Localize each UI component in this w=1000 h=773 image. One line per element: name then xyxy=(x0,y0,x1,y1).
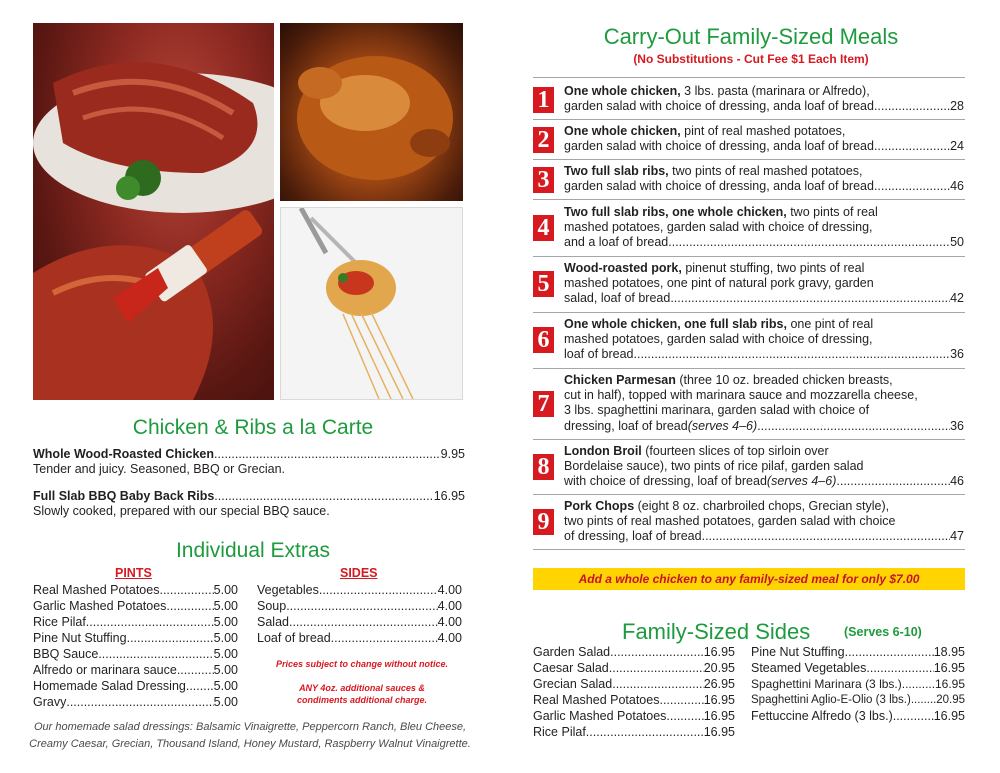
meal-price: 42 xyxy=(950,291,964,306)
meal-price: 46 xyxy=(950,474,964,489)
meal-price: 36 xyxy=(950,347,964,362)
meal-5: 5 Wood-roasted pork, pinenut stuffing, two pints of real mashed potatoes, one pint of natural pork gravy, garden salad, loaf of bread ..... 42 xyxy=(533,255,965,311)
meal-divider xyxy=(533,549,965,550)
dressings-line2: Creamy Caesar, Grecian, Thousand Island, Honey Mustard, Raspberry Walnut Vinaigrette. xyxy=(29,738,471,750)
chicken-illustration xyxy=(280,23,463,201)
sides-list xyxy=(257,582,462,646)
meal-4: 4 Two full slab ribs, one whole chicken, two pints of real mashed potatoes, garden salad with choice of dressing, and a loaf of bread ..... 50 xyxy=(533,199,965,255)
family-sides-serves: (Serves 6-10) xyxy=(844,625,922,639)
meal-number: 7 xyxy=(533,391,554,417)
carte-item-price: 9.95 xyxy=(440,447,465,461)
carte-item-desc: Slowly cooked, prepared with our special BBQ sauce. xyxy=(33,504,330,518)
pint-item: Rice Pilaf ..... 5.00 xyxy=(33,614,238,630)
pasta-illustration xyxy=(281,208,462,399)
pint-item: Homemade Salad Dressing ..... 5.00 xyxy=(33,678,238,694)
carte-title: Chicken & Ribs a la Carte xyxy=(132,416,374,439)
pint-item: Garlic Mashed Potatoes ..... 5.00 xyxy=(33,598,238,614)
carte-item-name: Whole Wood-Roasted Chicken xyxy=(33,447,215,461)
meal-price: 24 xyxy=(950,139,964,154)
family-sides-title: Family-Sized Sides xyxy=(622,619,811,644)
family-side-item: Real Mashed Potatoes ..... 16.95 xyxy=(533,692,735,708)
meal-8: 8 London Broil (fourteen slices of top sirloin over Bordelaise sauce), two pints of rice pilaf, garden salad with choice of dressing, loaf of bread(serves 4–6) ..... 46 xyxy=(533,438,965,494)
meal-price: 36 xyxy=(950,418,964,433)
family-side-item: Caesar Salad ..... 20.95 xyxy=(533,660,735,676)
side-item: Soup ..... 4.00 xyxy=(257,598,462,614)
meals-subtitle: (No Substitutions - Cut Fee $1 Each Item) xyxy=(633,52,869,66)
family-side-item: Steamed Vegetables ..... 16.95 xyxy=(751,660,965,676)
sauce-note-line1: ANY 4oz. additional sauces & xyxy=(299,683,425,693)
spaghetti-fork-photo xyxy=(280,207,463,400)
side-item: Loaf of bread ..... 4.00 xyxy=(257,630,462,646)
meal-number: 9 xyxy=(533,509,554,535)
side-item: Vegetables ..... 4.00 xyxy=(257,582,462,598)
family-side-item: Garden Salad ..... 16.95 xyxy=(533,644,735,660)
family-side-item: Spaghettini Marinara (3 lbs.) ..... 16.95 xyxy=(751,676,965,692)
dressings-line1: Our homemade salad dressings: Balsamic Vinaigrette, Peppercorn Ranch, Bleu Cheese, xyxy=(33,721,467,733)
meal-1: 1 One whole chicken, 3 lbs. pasta (marinara or Alfredo), garden salad with choice of dressing, anda loaf of bread ..... 28 xyxy=(533,78,965,118)
pint-item: Real Mashed Potatoes ..... 5.00 xyxy=(33,582,238,598)
meal-number: 2 xyxy=(533,127,554,153)
meal-number: 8 xyxy=(533,454,554,480)
meal-7: 7 Chicken Parmesan (three 10 oz. breaded chicken breasts, cut in half), topped with marinara sauce and mozzarella cheese, 3 lbs. spaghettini marinara, garden salad with choice of dressing, loaf of bread(serves 4–6) ..... 36 xyxy=(533,367,965,439)
meal-price: 46 xyxy=(950,179,964,194)
meal-2: 2 One whole chicken, pint of real mashed potatoes, garden salad with choice of dressing, anda loaf of bread ..... 24 xyxy=(533,118,965,158)
family-sides-left xyxy=(533,644,735,740)
roast-chicken-photo xyxy=(280,23,463,201)
sauce-note-line2: condiments additional charge. xyxy=(296,695,428,705)
meal-price: 28 xyxy=(950,99,964,114)
meal-number: 1 xyxy=(533,87,554,113)
price-change-note: Prices subject to change without notice. xyxy=(275,659,449,669)
family-side-item: Spaghettini Aglio-E-Olio (3 lbs.) ..... 20.95 xyxy=(751,692,965,708)
family-side-item: Rice Pilaf ..... 16.95 xyxy=(533,724,735,740)
family-side-item: Fettuccine Alfredo (3 lbs.) ..... 16.95 xyxy=(751,708,965,724)
meal-6: 6 One whole chicken, one full slab ribs, one pint of real mashed potatoes, garden salad with choice of dressing, loaf of bread ..... 36 xyxy=(533,311,965,367)
ribs-photo xyxy=(33,23,274,400)
family-side-item: Pine Nut Stuffing ..... 18.95 xyxy=(751,644,965,660)
sides-header: SIDES xyxy=(340,566,378,580)
meal-number: 6 xyxy=(533,327,554,353)
meal-price: 50 xyxy=(950,235,964,250)
family-sides-right xyxy=(751,644,965,724)
pint-item: Alfredo or marinara sauce ..... 5.00 xyxy=(33,662,238,678)
carte-item-chicken xyxy=(33,447,465,476)
pint-item: BBQ Sauce ..... 5.00 xyxy=(33,646,238,662)
pints-header: PINTS xyxy=(115,566,152,580)
ribs-illustration xyxy=(33,23,274,400)
family-side-item: Garlic Mashed Potatoes ..... 16.95 xyxy=(533,708,735,724)
family-side-item: Grecian Salad ..... 26.95 xyxy=(533,676,735,692)
meal-price: 47 xyxy=(950,529,964,544)
meal-number: 4 xyxy=(533,215,554,241)
pints-list xyxy=(33,582,238,710)
extras-title: Individual Extras xyxy=(175,539,331,562)
meal-number: 3 xyxy=(533,167,554,193)
carte-item-price: 16.95 xyxy=(433,489,465,503)
pint-item: Pine Nut Stuffing ..... 5.00 xyxy=(33,630,238,646)
meal-3: 3 Two full slab ribs, two pints of real mashed potatoes, garden salad with choice of dressing, anda loaf of bread ..... 46 xyxy=(533,158,965,198)
meal-9: 9 Pork Chops (eight 8 oz. charbroiled chops, Grecian style), two pints of real mashed potatoes, garden salad with choice of dressing, loaf of bread ..... 47 xyxy=(533,493,965,549)
carte-item-name: Full Slab BBQ Baby Back Ribs xyxy=(33,489,215,503)
add-chicken-banner: Add a whole chicken to any family-sized meal for only $7.00 xyxy=(533,568,965,590)
carte-item-ribs xyxy=(33,489,465,518)
side-item: Salad ..... 4.00 xyxy=(257,614,462,630)
meals-title: Carry-Out Family-Sized Meals xyxy=(603,24,899,49)
meal-number: 5 xyxy=(533,271,554,297)
pint-item: Gravy ..... 5.00 xyxy=(33,694,238,710)
carte-item-desc: Tender and juicy. Seasoned, BBQ or Grecian. xyxy=(33,462,285,476)
